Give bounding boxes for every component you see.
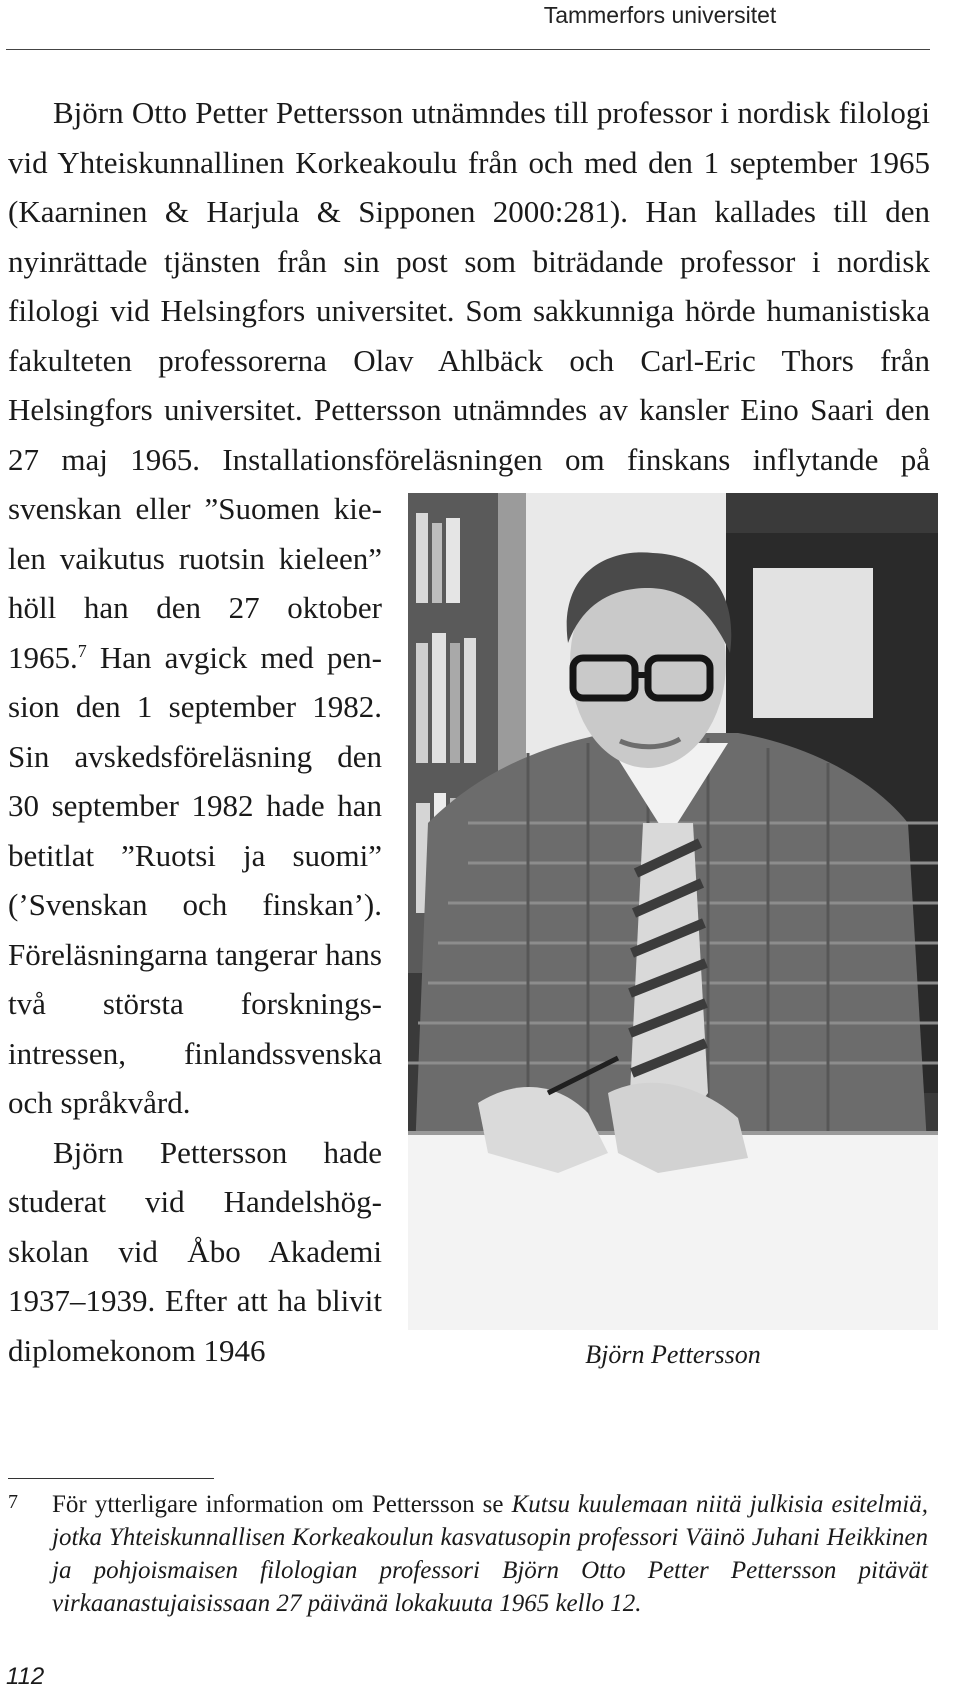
footnote-number: 7 — [8, 1491, 18, 1513]
footnote-text-plain: För ytterligare information om Pettersson se — [52, 1491, 512, 1518]
running-head: Tammerfors universitet — [543, 2, 777, 28]
body-text — [8, 88, 930, 1385]
paragraph-1-start: Björn Otto Petter Pettersson utnämndes till professor i nordisk filologi vid Yhteiskunnallinen Korkeakoulu från och med den 1 september 1965 (Kaarninen & Harjula & Sipponen 2000:281). Han kallades till den nyinrättade tjänsten från sin post som biträdande professor i nordisk filologi vid Helsingfors universitet. Som sakkunniga hörde humanistiska fakulteten professorerna Olav Ahlbäck och Carl-Eric Thors från Helsingfors universitet. Pettersson utnämndes av kansler Eino Saari den 27 maj 1965. Installationsföreläsningen — [8, 95, 930, 477]
footnote-text — [52, 1488, 928, 1620]
page-number: 112 — [6, 1663, 45, 1690]
portrait-photo — [408, 493, 938, 1330]
paragraph-1-rest: Han avgick med pension den 1 september 1982. Sin avskedsföreläsning den 30 september 1982 hade han betitlat ”Ruotsi ja suomi” (’Svenskan och finskan’). Föreläsningarna tangerar hans två största forskningsintressen, finlandssvenska och språkvård. — [8, 639, 382, 1120]
footnote-rule — [8, 1478, 214, 1479]
figure-caption: Björn Pettersson — [585, 1340, 761, 1369]
header-rule — [6, 49, 930, 50]
paragraph-2: Björn Pettersson hade studerat vid Handelshögskolan vid Åbo Akademi 1937–1939. Efter att ha blivit diplomekonom 1946 — [8, 1134, 382, 1368]
footnote-ref[interactable]: 7 — [77, 640, 87, 661]
paragraph-1-continued: om finskans inflytande på svenskan eller ”Suomen kielen vaikutus ruotsin kieleen” höll han den 27 oktober 1965. — [8, 441, 930, 675]
figure — [408, 493, 938, 1385]
portrait-illustration — [408, 493, 938, 1330]
footnote — [8, 1488, 928, 1620]
footnote-text-italic: Kutsu kuulemaan niitä julkisia esitelmiä, jotka Yhteiskunnallisen Korkeakoulun kasvatusopin professori Väinö Juhani Heikkinen ja pohjoismaisen filologian professori Björn Otto Petter Pettersson pitävät virkaanastujaisissaan 27 päivänä lokakuuta 1965 kello 12. — [52, 1491, 928, 1617]
